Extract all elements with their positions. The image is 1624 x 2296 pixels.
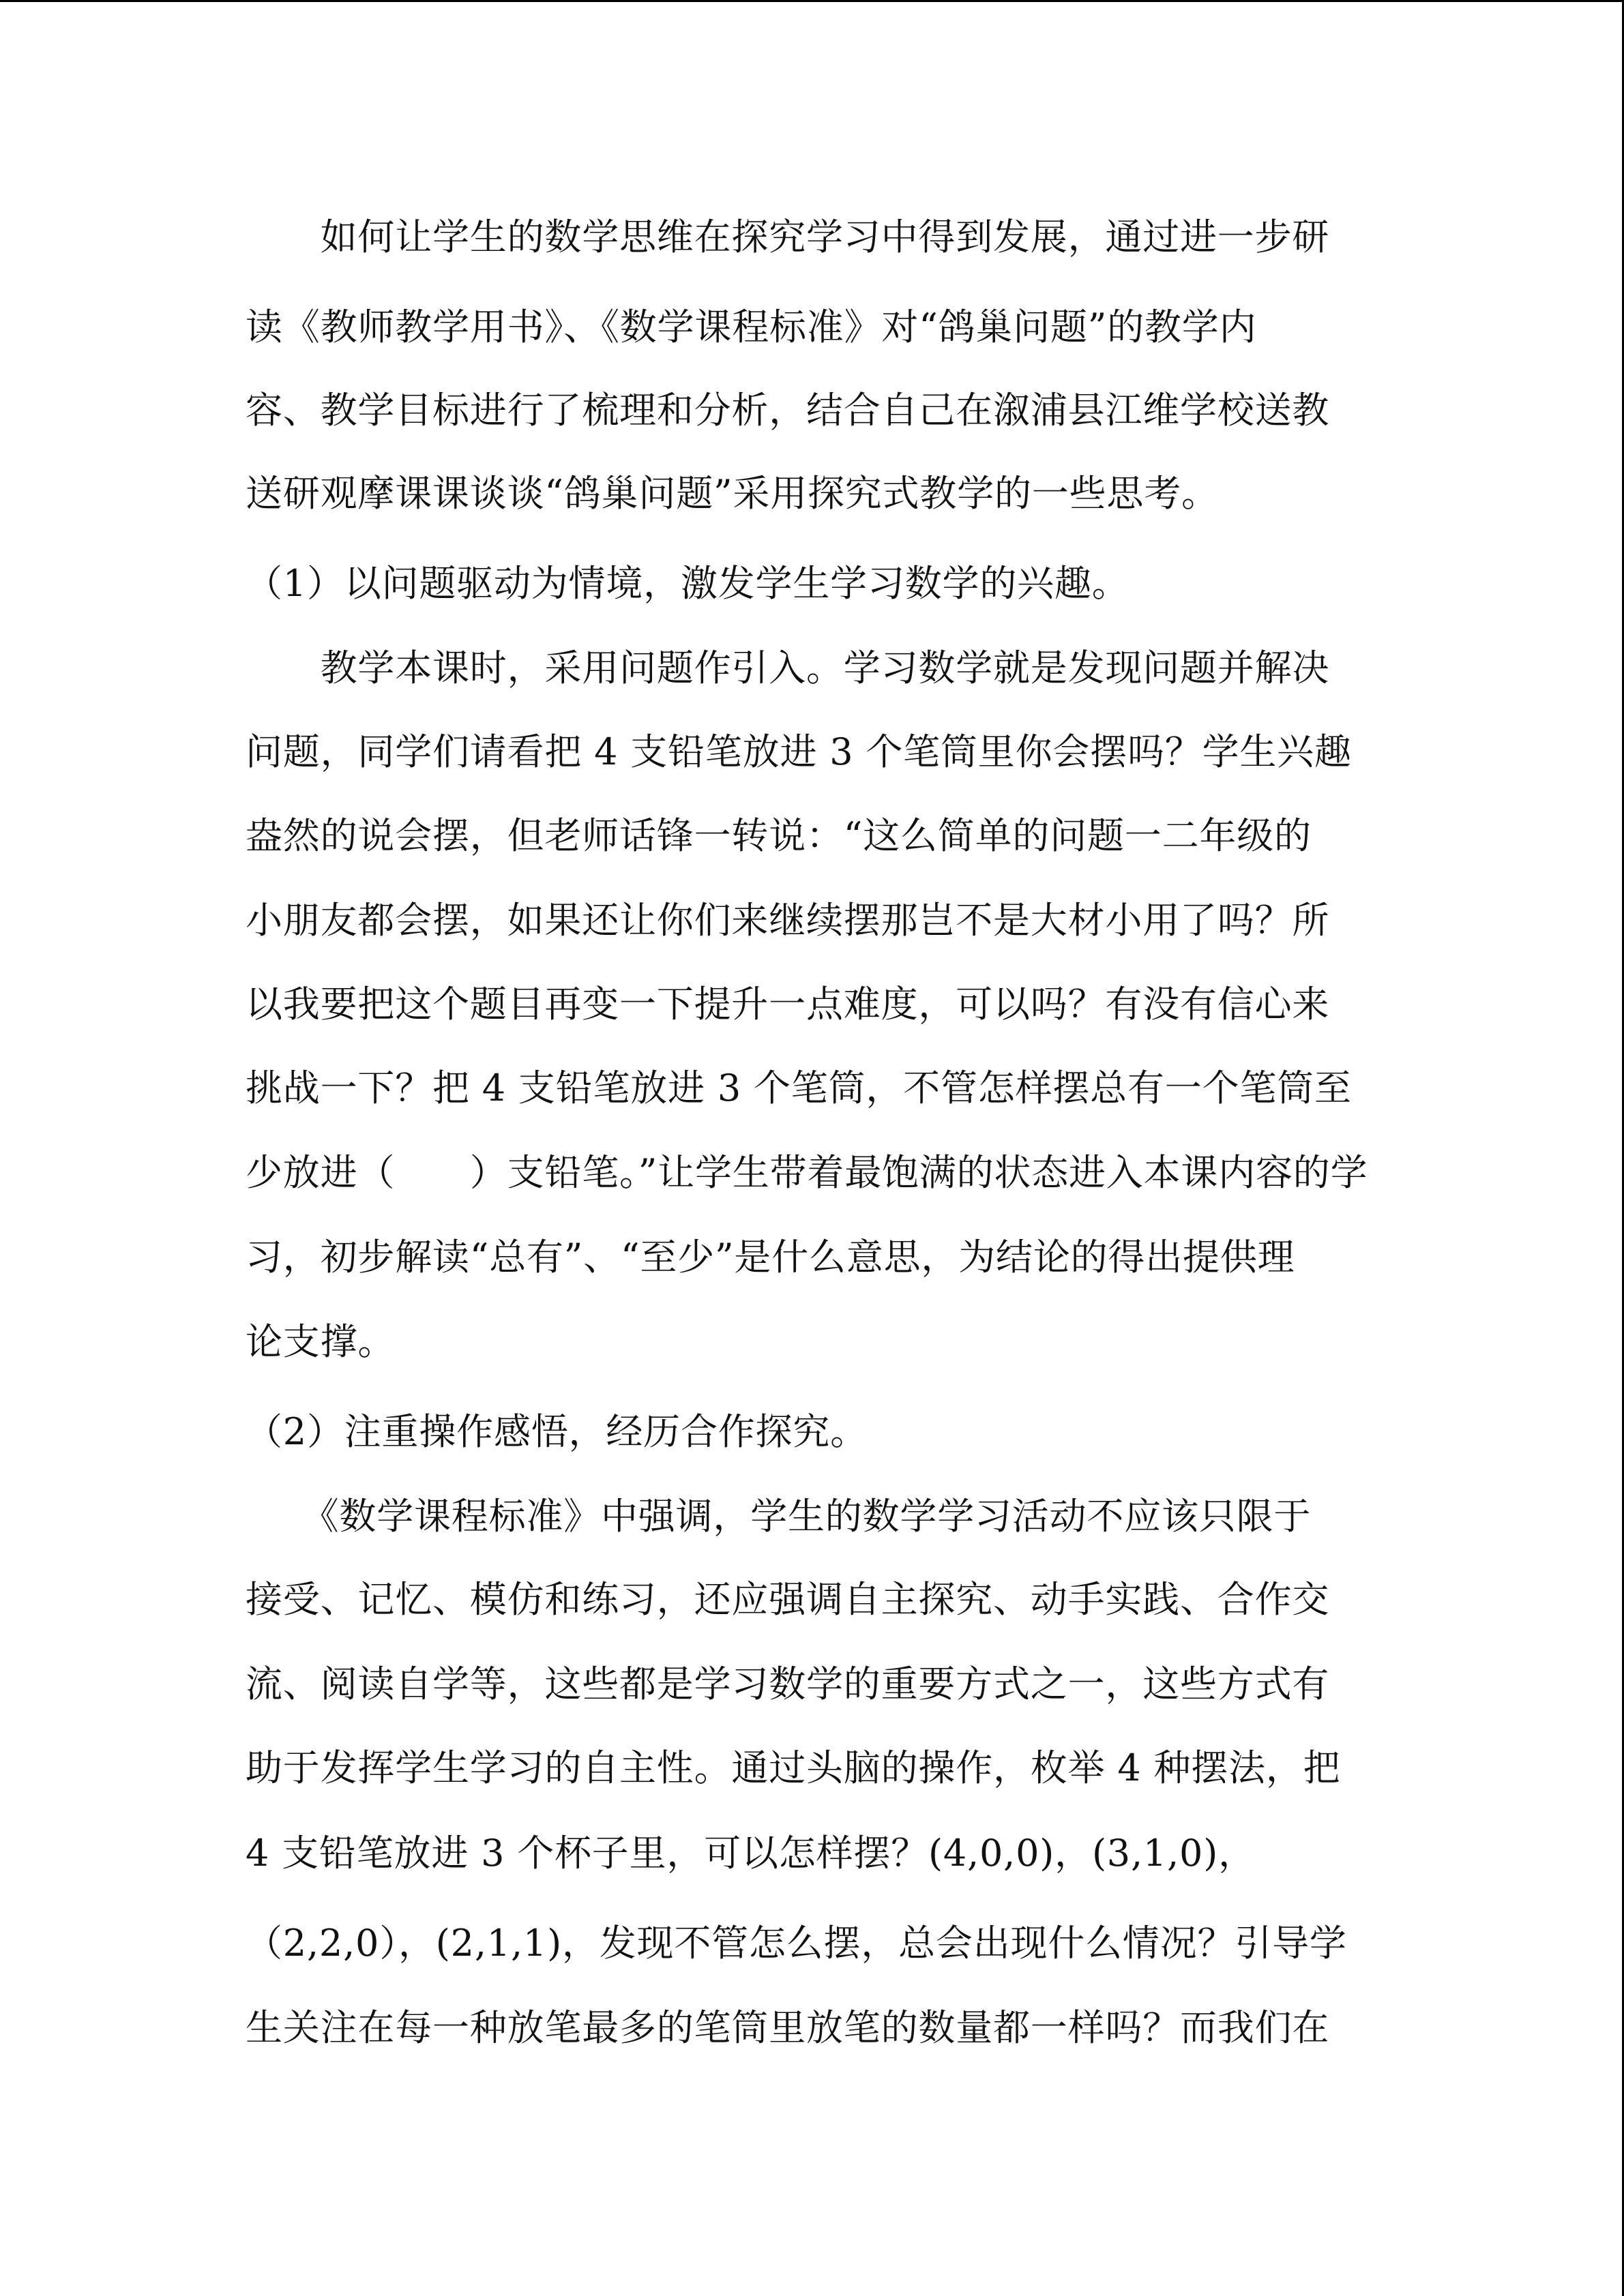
paragraph-line: 《数学课程标准》中强调，学生的数学学习活动不应该只限于 [246, 1495, 1312, 1538]
paragraph-line: 挑战一下？把 4 支铅笔放进 3 个笔筒，不管怎样摆总有一个笔筒至 [246, 1067, 1352, 1109]
section-heading: （1）以问题驱动为情境，激发学生学习数学的兴趣。 [246, 562, 1130, 605]
paragraph-line: 习，初步解读“总有”、“至少”是什么意思，为结论的得出提供理 [246, 1236, 1295, 1279]
paragraph-line: 论支撑。 [246, 1320, 396, 1363]
paragraph-line: 助于发挥学生学习的自主性。通过头脑的操作，枚举 4 种摆法，把 [246, 1746, 1341, 1789]
paragraph-line: 少放进（ ）支铅笔。”让学生带着最饱满的状态进入本课内容的学 [246, 1151, 1368, 1194]
section-heading: （2）注重操作感悟，经历合作探究。 [246, 1410, 868, 1453]
paragraph-line: 以我要把这个题目再变一下提升一点难度，可以吗？有没有信心来 [246, 983, 1330, 1026]
paragraph-line: 问题，同学们请看把 4 支铅笔放进 3 个笔筒里你会摆吗？学生兴趣 [246, 730, 1352, 773]
paragraph-line: 读《教师教学用书》、《数学课程标准》对“鸽巢问题”的教学内 [246, 305, 1257, 348]
paragraph-line: 送研观摩课课谈谈“鸽巢问题”采用探究式教学的一些思考。 [246, 472, 1219, 515]
paragraph-line: 接受、记忆、模仿和练习，还应强调自主探究、动手实践、合作交 [246, 1578, 1330, 1621]
paragraph-line: 盎然的说会摆，但老师话锋一转说：“这么简单的问题一二年级的 [246, 814, 1312, 857]
paragraph-line: 如何让学生的数学思维在探究学习中得到发展，通过进一步研 [246, 215, 1330, 258]
paragraph-line: 教学本课时，采用问题作引入。学习数学就是发现问题并解决 [246, 646, 1330, 689]
paragraph-line: 小朋友都会摆，如果还让你们来继续摆那岂不是大材小用了吗？所 [246, 899, 1330, 942]
paragraph-line: 4 支铅笔放进 3 个杯子里，可以怎样摆？(4,0,0)，(3,1,0)， [246, 1832, 1256, 1875]
paragraph-line: 生关注在每一种放笔最多的笔筒里放笔的数量都一样吗？而我们在 [246, 2006, 1330, 2049]
paragraph-line: 流、阅读自学等，这些都是学习数学的重要方式之一，这些方式有 [246, 1663, 1330, 1705]
paragraph-line: （2,2,0），(2,1,1)，发现不管怎么摆，总会出现什么情况？引导学 [246, 1922, 1347, 1965]
paragraph-line: 容、教学目标进行了梳理和分析，结合自己在溆浦县江维学校送教 [246, 389, 1330, 432]
